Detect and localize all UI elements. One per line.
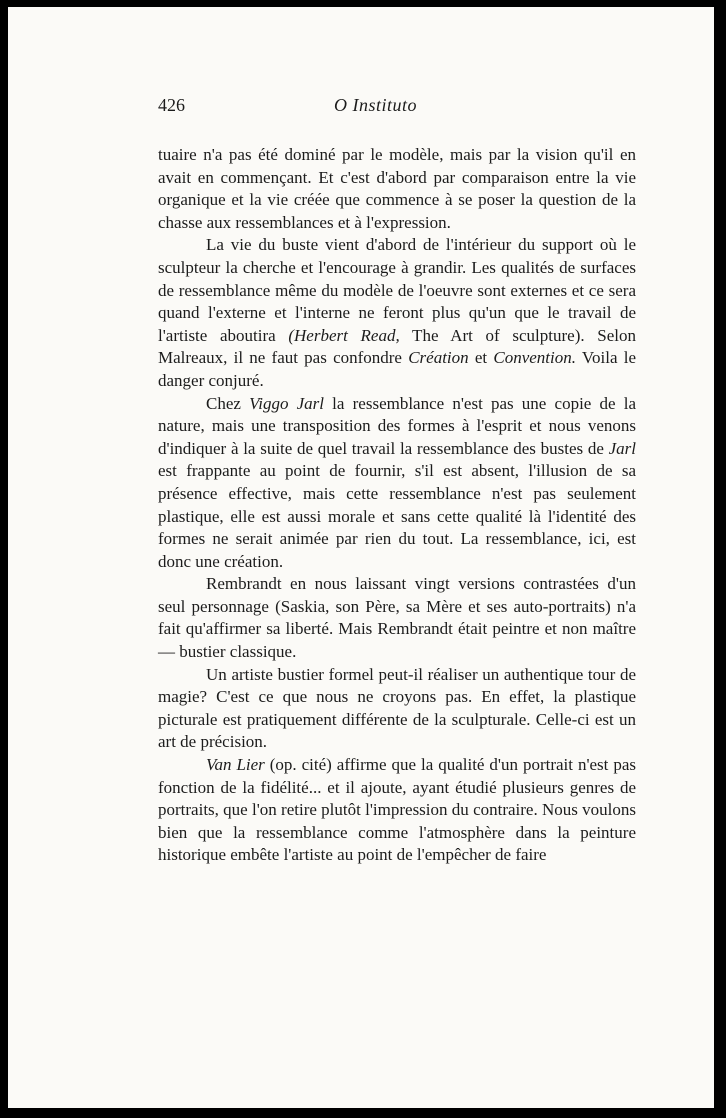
- italic-text: Jarl: [608, 438, 636, 458]
- italic-text: Création: [408, 348, 469, 368]
- body-text: [158, 144, 636, 867]
- text-run: est frappante au point de fournir, s'il est absent, l'illusion de sa présence effective, mais cette ressemblance n'est pas seulement plastique, elle est aussi morale et sans cette qualité là l'identité des formes ne serait animée par rien du tout. La ressemblance, ici, est donc une création.: [158, 461, 636, 571]
- paragraph: [158, 393, 636, 574]
- page-number: 426: [158, 95, 185, 115]
- text-run: La vie du buste vient d'abord de l'intérieur du support où le sculpteur la cherche et l'encourage à grandir. Les qualités de surfaces de ressemblance même du modèle de l'oeuvre sont externes et ce sera quand l'externe et l'interne ne feront plus qu'un que le travail de l'artiste aboutira: [158, 235, 636, 345]
- paragraph: [158, 573, 636, 663]
- italic-text: (Herbert Read,: [288, 325, 400, 345]
- paragraph: [158, 754, 636, 867]
- text-run: Rembrandt en nous laissant vingt versions contrastées d'un seul personnage (Saskia, son Père, sa Mère et ses auto-portraits) n'a fait qu'affirmer sa liberté. Mais Rembrandt était peintre et non maître — bustier classique.: [158, 574, 636, 662]
- italic-text: Van Lier: [206, 755, 265, 775]
- book-page: [8, 7, 714, 1108]
- paragraph: [158, 144, 636, 234]
- text-run: et: [468, 348, 494, 368]
- text-run: (op. cité) affirme que la qualité d'un portrait n'est pas fonction de la fidélité... et il ajoute, ayant étudié plusieurs genres de portraits, que l'on retire plutôt l'impression du contraire. Nous voulons bien que la ressemblance comme l'atmosphère dans la peinture historique embête l'artiste au point de l'empêcher de faire: [158, 755, 637, 865]
- paragraph: [158, 234, 636, 392]
- text-run: la ressemblance n'est pas une copie de la nature, mais une transposition des formes à l'esprit et nous venons d'indiquer à la suite de quel travail la ressemblance des bustes de: [158, 393, 636, 458]
- text-run: Voila le danger conjuré.: [158, 348, 636, 390]
- text-run: Un artiste bustier formel peut-il réaliser un authentique tour de magie? C'est ce que nous ne croyons pas. En effet, la plastique picturale est pratiquement différente de la sculpturale. Celle-ci est un art de précision.: [158, 664, 636, 752]
- page-header: [158, 95, 636, 125]
- running-title: O Instituto: [334, 95, 418, 115]
- text-run: tuaire n'a pas été dominé par le modèle, mais par la vision qu'il en avait en commençant. Et c'est d'abord par comparaison entre la vie organique et la vie créée que commence à se poser la question de la chasse aux ressemblances et à l'expression.: [158, 145, 636, 232]
- italic-text: Convention.: [493, 348, 577, 368]
- text-run: Chez: [206, 393, 250, 413]
- italic-text: Viggo Jarl: [249, 393, 325, 413]
- text-run: The Art of sculpture). Selon Malreaux, il ne faut pas confondre: [158, 325, 636, 368]
- paragraph: [158, 664, 636, 754]
